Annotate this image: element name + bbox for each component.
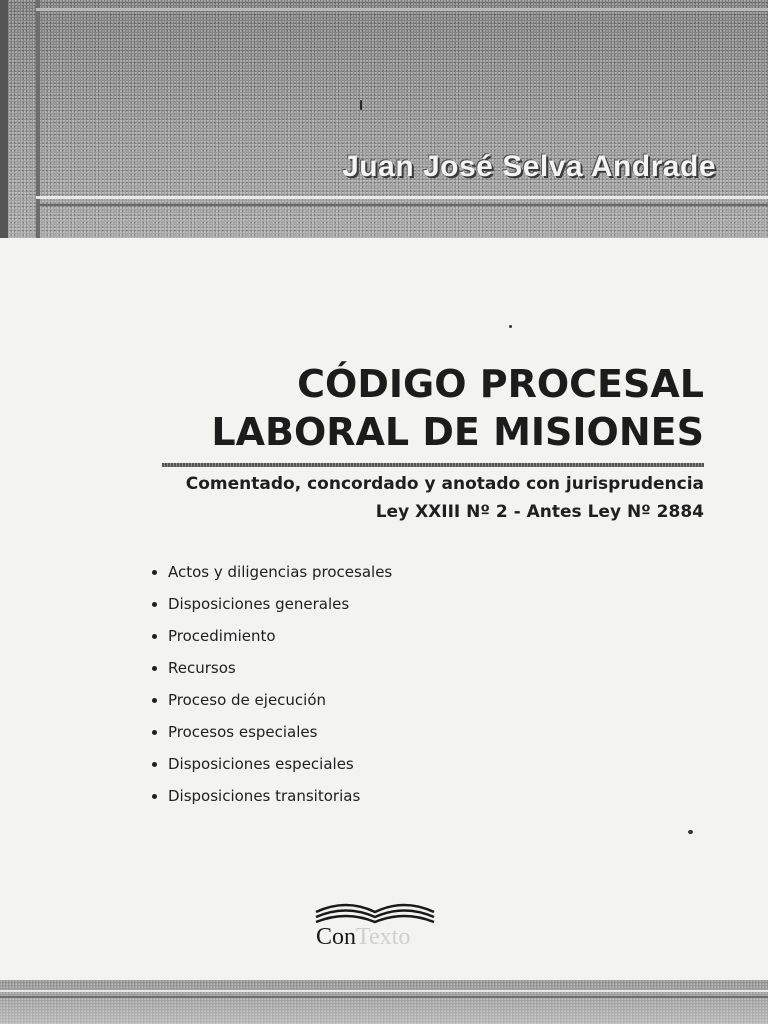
bottom-rule-dark — [0, 996, 768, 998]
subtitle-line-2: Ley XXIII Nº 2 - Antes Ley Nº 2884 — [375, 502, 704, 522]
topic-label: Procesos especiales — [168, 723, 318, 741]
banner-rule-light — [36, 196, 768, 199]
topic-label: Proceso de ejecución — [168, 691, 327, 709]
list-item — [150, 558, 392, 590]
bullet-icon — [152, 698, 157, 703]
list-item — [150, 782, 392, 814]
publisher-name — [316, 924, 410, 951]
list-item — [150, 718, 392, 750]
bullet-icon — [152, 762, 157, 767]
publisher-name-main: Con — [316, 924, 357, 950]
print-speck — [360, 100, 362, 110]
list-item — [150, 654, 392, 686]
bullet-icon — [152, 666, 157, 671]
title-divider — [162, 463, 704, 467]
publisher-name-faded: Texto — [356, 924, 411, 950]
bullet-icon — [152, 634, 157, 639]
author-name: Juan José Selva Andrade — [342, 150, 716, 183]
subtitle-line-1: Comentado, concordado y anotado con jurisprudencia — [185, 474, 704, 494]
list-item — [150, 622, 392, 654]
banner-rule-dark — [36, 204, 768, 206]
title-line-2: LABORAL DE MISIONES — [211, 410, 704, 454]
bullet-icon — [152, 570, 157, 575]
topic-label: Procedimiento — [168, 627, 276, 645]
bottom-rule-light — [0, 990, 768, 992]
topic-label: Actos y diligencias procesales — [168, 563, 393, 581]
bullet-icon — [152, 602, 157, 607]
banner-top-rule — [36, 8, 768, 11]
open-book-icon — [312, 898, 438, 924]
title-line-1: CÓDIGO PROCESAL — [297, 362, 704, 406]
bullet-icon — [152, 794, 157, 799]
topic-label: Recursos — [168, 659, 236, 677]
publisher-logo — [312, 898, 438, 958]
topic-label: Disposiciones generales — [168, 595, 350, 613]
print-speck — [509, 325, 512, 328]
book-title — [211, 360, 704, 456]
top-banner — [0, 0, 768, 238]
list-item — [150, 750, 392, 782]
banner-vertical-rule — [36, 0, 40, 238]
book-subtitle — [186, 470, 704, 526]
bullet-icon — [152, 730, 157, 735]
topic-label: Disposiciones transitorias — [168, 787, 361, 805]
topic-label: Disposiciones especiales — [168, 755, 354, 773]
bottom-banner — [0, 980, 768, 1024]
list-item — [150, 686, 392, 718]
spine-edge — [0, 0, 8, 238]
list-item — [150, 590, 392, 622]
print-speck — [688, 830, 693, 834]
topics-list — [150, 558, 392, 814]
